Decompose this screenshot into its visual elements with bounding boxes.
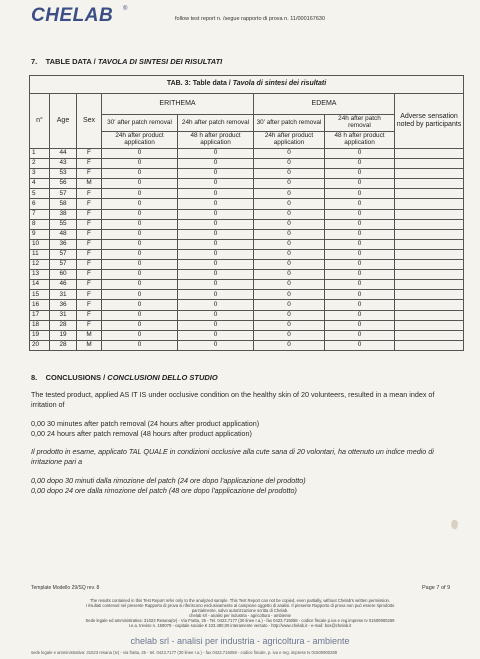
cell-sex: F: [77, 310, 102, 320]
cell-erithema-30min: 0: [102, 229, 178, 239]
cell-age: 58: [50, 199, 77, 209]
cell-edema-30min: 0: [254, 290, 325, 300]
col-header-erithema-24h: 24h after patch removal: [178, 115, 254, 132]
col-header-number: n°: [30, 94, 50, 149]
cell-edema-24h: 0: [325, 179, 395, 189]
cell-sex: F: [77, 149, 102, 159]
footer-brand: chelab srl - analisi per industria - agricoltura - ambiente: [130, 636, 350, 646]
cell-edema-24h: 0: [325, 169, 395, 179]
cell-age: 53: [50, 169, 77, 179]
col-header-erithema: ERITHEMA: [102, 94, 254, 115]
section-8-title-en: CONCLUSIONS /: [45, 373, 108, 382]
col-header-edema-30min: 30' after patch removal: [254, 115, 325, 132]
cell-erithema-24h: 0: [178, 159, 254, 169]
cell-adverse-sensation: [395, 159, 464, 169]
cell-edema-30min: 0: [254, 229, 325, 239]
cell-erithema-30min: 0: [102, 280, 178, 290]
cell-subject-number: 4: [30, 179, 50, 189]
col-header-erithema-30min: 30' after patch removal: [102, 115, 178, 132]
cell-adverse-sensation: [395, 209, 464, 219]
cell-erithema-30min: 0: [102, 159, 178, 169]
cell-erithema-30min: 0: [102, 209, 178, 219]
cell-erithema-24h: 0: [178, 219, 254, 229]
section-8-title: [31, 373, 218, 382]
cell-sex: F: [77, 300, 102, 310]
cell-age: 57: [50, 249, 77, 259]
cell-adverse-sensation: [395, 199, 464, 209]
cell-subject-number: 20: [30, 340, 50, 350]
cell-age: 46: [50, 280, 77, 290]
cell-subject-number: 7: [30, 209, 50, 219]
cell-erithema-24h: 0: [178, 169, 254, 179]
conclusion-it-line-2: 0,00 dopo 24 ore dalla rimozione del patch (48 ore dopo l'applicazione del prodotto): [31, 486, 297, 495]
footer-bottom-address: sede legale e amministrativa: 31023 resana (tv) - via fratta, 25 - tel. 0423.7177 (30 linee r.a.) - fax 0423.715058 - codice fiscale, p. iva e reg. imprese tv 01500900269: [31, 650, 338, 655]
cell-edema-24h: 0: [325, 320, 395, 330]
footer-address: Sede legale ed amministrativa: 31023 Resana(tv) - Via Fratta, 25 - Tel. 0423.7177 (30 linee r.a.) - fax 0423.715058 - codice fiscale p.iva e reg.imprese tv 01500900269: [85, 618, 395, 623]
cell-edema-24h: 0: [325, 330, 395, 340]
table-row: [30, 300, 464, 310]
cell-subject-number: 19: [30, 330, 50, 340]
cell-adverse-sensation: [395, 290, 464, 300]
cell-age: 57: [50, 189, 77, 199]
cell-erithema-30min: 0: [102, 249, 178, 259]
table-row: [30, 330, 464, 340]
cell-age: 36: [50, 239, 77, 249]
cell-edema-30min: 0: [254, 149, 325, 159]
cell-edema-30min: 0: [254, 280, 325, 290]
cell-edema-24h: 0: [325, 149, 395, 159]
cell-edema-24h: 0: [325, 340, 395, 350]
col-header-edema-24h: 24h after patch removal: [325, 115, 395, 132]
cell-erithema-24h: 0: [178, 320, 254, 330]
cell-erithema-30min: 0: [102, 260, 178, 270]
cell-edema-30min: 0: [254, 310, 325, 320]
cell-adverse-sensation: [395, 239, 464, 249]
col-header-erithema-48h-product: 48 h after product application: [178, 132, 254, 149]
cell-subject-number: 6: [30, 199, 50, 209]
cell-edema-24h: 0: [325, 260, 395, 270]
table-row: [30, 280, 464, 290]
cell-sex: F: [77, 219, 102, 229]
conclusion-it-paragraph: Il prodotto in esame, applicato TAL QUALE in condizioni occlusive alla cute sana di 20 volontari, ha ottenuto un indice medio di irritazione pari a: [31, 447, 434, 466]
cell-sex: F: [77, 229, 102, 239]
cell-subject-number: 2: [30, 159, 50, 169]
results-body: [30, 149, 464, 351]
section-8-number: 8.: [31, 373, 38, 382]
cell-age: 38: [50, 209, 77, 219]
cell-sex: F: [77, 290, 102, 300]
cell-erithema-30min: 0: [102, 199, 178, 209]
cell-erithema-30min: 0: [102, 330, 178, 340]
cell-erithema-30min: 0: [102, 340, 178, 350]
cell-erithema-30min: 0: [102, 290, 178, 300]
cell-sex: M: [77, 340, 102, 350]
cell-erithema-30min: 0: [102, 239, 178, 249]
cell-sex: F: [77, 320, 102, 330]
cell-subject-number: 17: [30, 310, 50, 320]
cell-subject-number: 16: [30, 300, 50, 310]
table-row: [30, 260, 464, 270]
footer-company-line: chelab srl - analisi per industria - agricoltura - ambiente: [189, 613, 291, 618]
cell-edema-24h: 0: [325, 290, 395, 300]
cell-subject-number: 12: [30, 260, 50, 270]
cell-erithema-24h: 0: [178, 310, 254, 320]
footer-disclaimer-en: The results contained in this Test Report refer only to the analyzed sample. This Test Report can not be copied, even partially, without Chelab's written permission.: [89, 598, 391, 603]
cell-edema-24h: 0: [325, 310, 395, 320]
cell-erithema-30min: 0: [102, 270, 178, 280]
cell-sex: M: [77, 179, 102, 189]
cell-edema-24h: 0: [325, 229, 395, 239]
cell-edema-30min: 0: [254, 270, 325, 280]
cell-age: 44: [50, 149, 77, 159]
page-number: Page 7 of 9: [422, 585, 451, 591]
table-row: [30, 229, 464, 239]
table-row: [30, 219, 464, 229]
cell-subject-number: 10: [30, 239, 50, 249]
cell-edema-30min: 0: [254, 179, 325, 189]
cell-edema-24h: 0: [325, 280, 395, 290]
col-header-age: Age: [50, 94, 77, 149]
cell-erithema-30min: 0: [102, 310, 178, 320]
conclusion-en-line-1: 0,00 30 minutes after patch removal (24 hours after product application): [31, 419, 260, 428]
registered-mark: ®: [123, 6, 128, 12]
cell-adverse-sensation: [395, 179, 464, 189]
table-row: [30, 159, 464, 169]
cell-age: 60: [50, 270, 77, 280]
cell-sex: F: [77, 199, 102, 209]
cell-age: 43: [50, 159, 77, 169]
cell-sex: F: [77, 239, 102, 249]
cell-erithema-24h: 0: [178, 290, 254, 300]
cell-age: 48: [50, 229, 77, 239]
cell-adverse-sensation: [395, 189, 464, 199]
cell-age: 57: [50, 260, 77, 270]
cell-edema-30min: 0: [254, 340, 325, 350]
cell-sex: F: [77, 270, 102, 280]
table-row: [30, 320, 464, 330]
cell-edema-30min: 0: [254, 320, 325, 330]
cell-adverse-sensation: [395, 310, 464, 320]
footer-disclaimer-it-2: parzialmente, salvo autorizzazione scritta di Chelab.: [191, 608, 289, 613]
cell-erithema-30min: 0: [102, 169, 178, 179]
table-row: [30, 199, 464, 209]
cell-edema-30min: 0: [254, 189, 325, 199]
cell-sex: F: [77, 249, 102, 259]
cell-erithema-30min: 0: [102, 320, 178, 330]
cell-erithema-24h: 0: [178, 340, 254, 350]
table-caption-it: Tavola di sintesi dei risultati: [232, 80, 327, 88]
section-8-title-it: CONCLUSIONI DELLO STUDIO: [107, 373, 218, 382]
cell-subject-number: 11: [30, 249, 50, 259]
cell-subject-number: 5: [30, 189, 50, 199]
cell-erithema-24h: 0: [178, 270, 254, 280]
table-row: [30, 270, 464, 280]
cell-erithema-24h: 0: [178, 249, 254, 259]
cell-erithema-24h: 0: [178, 239, 254, 249]
table-caption: [30, 76, 464, 94]
cell-erithema-30min: 0: [102, 189, 178, 199]
footer-registration: r.e.a. treviso n. 159079 - capitale sociale € 103.480,00 interamente versato - http://www.chelab.it - e-mail: bos@chelab.it: [128, 623, 352, 628]
table-row: [30, 169, 464, 179]
cell-age: 28: [50, 320, 77, 330]
table-row: [30, 249, 464, 259]
chelab-logo: CHELAB: [31, 5, 114, 26]
cell-erithema-30min: 0: [102, 149, 178, 159]
followup-report-number: follow test report n. /segue rapporto di prova n. 11/000167630: [175, 16, 326, 22]
conclusion-en-line-2: 0,00 24 hours after patch removal (48 hours after product application): [31, 429, 252, 438]
table-row: [30, 239, 464, 249]
cell-edema-30min: 0: [254, 300, 325, 310]
cell-erithema-24h: 0: [178, 149, 254, 159]
cell-erithema-24h: 0: [178, 189, 254, 199]
cell-erithema-24h: 0: [178, 209, 254, 219]
cell-age: 28: [50, 340, 77, 350]
cell-adverse-sensation: [395, 149, 464, 159]
cell-sex: F: [77, 280, 102, 290]
cell-erithema-24h: 0: [178, 300, 254, 310]
cell-edema-30min: 0: [254, 239, 325, 249]
cell-adverse-sensation: [395, 320, 464, 330]
cell-erithema-24h: 0: [178, 199, 254, 209]
cell-edema-30min: 0: [254, 249, 325, 259]
cell-sex: F: [77, 209, 102, 219]
cell-sex: F: [77, 189, 102, 199]
cell-sex: M: [77, 330, 102, 340]
table-row: [30, 149, 464, 159]
cell-edema-30min: 0: [254, 260, 325, 270]
cell-adverse-sensation: [395, 260, 464, 270]
conclusion-it-line-1: 0,00 dopo 30 minuti dalla rimozione del patch (24 ore dopo l'applicazione del prodotto): [31, 476, 306, 485]
cell-edema-30min: 0: [254, 169, 325, 179]
template-model: Template Modello 29/SQ rev. 8: [31, 585, 100, 591]
cell-subject-number: 18: [30, 320, 50, 330]
col-header-edema: EDEMA: [254, 94, 395, 115]
cell-edema-30min: 0: [254, 159, 325, 169]
table-row: [30, 340, 464, 350]
paper-speck: [450, 519, 460, 530]
cell-edema-30min: 0: [254, 219, 325, 229]
table-row: [30, 310, 464, 320]
cell-age: 19: [50, 330, 77, 340]
table-row: [30, 290, 464, 300]
cell-erithema-30min: 0: [102, 300, 178, 310]
cell-age: 36: [50, 300, 77, 310]
col-header-adverse-sensation: Adverse sensation noted by participants: [395, 94, 464, 149]
cell-age: 55: [50, 219, 77, 229]
cell-edema-24h: 0: [325, 189, 395, 199]
cell-subject-number: 3: [30, 169, 50, 179]
cell-adverse-sensation: [395, 219, 464, 229]
section-7-number: 7.: [31, 57, 38, 66]
cell-adverse-sensation: [395, 169, 464, 179]
cell-sex: F: [77, 260, 102, 270]
col-header-sex: Sex: [77, 94, 102, 149]
cell-erithema-24h: 0: [178, 280, 254, 290]
cell-adverse-sensation: [395, 340, 464, 350]
cell-adverse-sensation: [395, 229, 464, 239]
table-row: [30, 209, 464, 219]
cell-age: 56: [50, 179, 77, 189]
cell-edema-24h: 0: [325, 209, 395, 219]
footer-disclaimer-it-1: I risultati contenuti nel presente Rapporto di prova si riferiscono esclusivamente al campione oggetto di analisi. Il presente Rapporto di prova non può essere riprodotto: [85, 603, 395, 608]
section-7-title-en: TABLE DATA /: [45, 57, 98, 66]
cell-subject-number: 13: [30, 270, 50, 280]
cell-age: 31: [50, 310, 77, 320]
cell-adverse-sensation: [395, 280, 464, 290]
cell-edema-24h: 0: [325, 249, 395, 259]
cell-adverse-sensation: [395, 249, 464, 259]
cell-adverse-sensation: [395, 270, 464, 280]
cell-edema-24h: 0: [325, 270, 395, 280]
table-row: [30, 189, 464, 199]
col-header-edema-24h-product: 24h after product application: [254, 132, 325, 149]
cell-edema-30min: 0: [254, 199, 325, 209]
table-caption-en: TAB. 3: Table data /: [166, 80, 233, 88]
cell-erithema-24h: 0: [178, 229, 254, 239]
cell-edema-24h: 0: [325, 159, 395, 169]
cell-edema-24h: 0: [325, 199, 395, 209]
cell-adverse-sensation: [395, 300, 464, 310]
table-row: [30, 179, 464, 189]
col-header-erithema-24h-product: 24h after product application: [102, 132, 178, 149]
cell-erithema-24h: 0: [178, 330, 254, 340]
col-header-edema-48h-product: 48 h after product application: [325, 132, 395, 149]
cell-edema-24h: 0: [325, 300, 395, 310]
cell-adverse-sensation: [395, 330, 464, 340]
cell-erithema-24h: 0: [178, 260, 254, 270]
cell-age: 31: [50, 290, 77, 300]
cell-subject-number: 8: [30, 219, 50, 229]
results-table: [29, 75, 464, 351]
cell-erithema-30min: 0: [102, 219, 178, 229]
cell-edema-24h: 0: [325, 219, 395, 229]
cell-subject-number: 14: [30, 280, 50, 290]
cell-erithema-30min: 0: [102, 179, 178, 189]
cell-subject-number: 9: [30, 229, 50, 239]
cell-sex: F: [77, 159, 102, 169]
cell-subject-number: 1: [30, 149, 50, 159]
section-7-title: [31, 57, 222, 66]
cell-edema-24h: 0: [325, 239, 395, 249]
conclusion-en-paragraph: The tested product, applied AS IT IS under occlusive condition on the healthy skin of 20 volunteers, resulted in a mean index of irritation of: [31, 390, 435, 409]
cell-edema-30min: 0: [254, 209, 325, 219]
cell-erithema-24h: 0: [178, 179, 254, 189]
section-7-title-it: TAVOLA DI SINTESI DEI RISULTATI: [97, 57, 223, 66]
cell-subject-number: 15: [30, 290, 50, 300]
cell-edema-30min: 0: [254, 330, 325, 340]
cell-sex: F: [77, 169, 102, 179]
